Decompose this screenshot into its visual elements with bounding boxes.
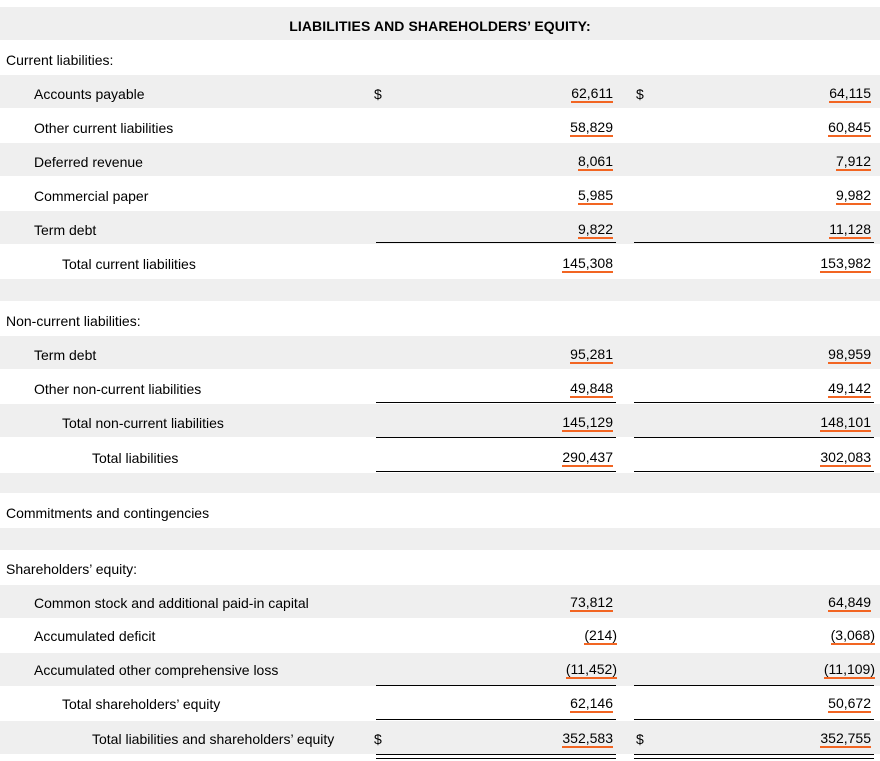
row-label: Total liabilities and shareholders’ equity: [92, 731, 335, 747]
spacer-row: [0, 279, 880, 301]
value-cell-prior-year: 64,849: [828, 594, 871, 610]
section-row: [0, 551, 880, 584]
row-label: Term debt: [34, 222, 97, 238]
value-cell-current-year: 62,611: [571, 85, 613, 101]
value-cell-current-year: 73,812: [570, 594, 613, 610]
value-cell-current-year: 62,146: [570, 695, 613, 711]
value-cell-prior-year: 49,142: [828, 380, 871, 396]
section-row: [0, 41, 880, 74]
table-row: [0, 619, 880, 652]
section-row: [0, 302, 880, 335]
table-row: [0, 211, 880, 244]
grand-total-row: [0, 721, 880, 754]
table-row: [0, 109, 880, 142]
table-row: [0, 177, 880, 210]
table-row: [0, 585, 880, 618]
value-cell-prior-year: 352,755: [820, 730, 871, 746]
value-cell-current-year: 8,061: [577, 153, 613, 169]
subtotal-rule: [376, 719, 616, 720]
table-row: [0, 370, 880, 403]
subtotal-rule: [634, 402, 874, 403]
currency-symbol: $: [374, 86, 382, 102]
value-cell-current-year: (11,452): [565, 661, 617, 677]
row-label: Other non-current liabilities: [34, 381, 202, 397]
grand-total-double-rule: [634, 754, 874, 759]
value-cell-current-year: 352,583: [562, 730, 613, 746]
value-cell-current-year: 145,308: [562, 255, 613, 271]
currency-symbol: $: [374, 731, 382, 747]
subtotal-rule: [376, 437, 616, 438]
value-cell-prior-year: 98,959: [828, 346, 871, 362]
value-cell-prior-year: 9,982: [835, 187, 871, 203]
total-rule: [634, 471, 874, 472]
subtotal-rule: [634, 437, 874, 438]
commitments-label: Commitments and contingencies: [6, 505, 210, 521]
value-cell-prior-year: 50,672: [828, 695, 871, 711]
value-cell-current-year: 290,437: [562, 449, 613, 465]
total-rule: [376, 471, 616, 472]
spacer-row: [0, 473, 880, 493]
value-cell-prior-year: 7,912: [835, 153, 871, 169]
subtotal-rule: [634, 685, 874, 686]
table-row: [0, 336, 880, 369]
section-heading-current: Current liabilities:: [6, 52, 114, 68]
value-cell-prior-year: (3,068): [830, 627, 875, 643]
spacer-row: [0, 528, 880, 550]
section-heading-equity: Shareholders’ equity:: [6, 561, 138, 577]
row-label: Total non-current liabilities: [62, 415, 224, 431]
subtotal-rule: [376, 242, 616, 243]
row-label: Other current liabilities: [34, 120, 174, 136]
row-label: Term debt: [34, 347, 97, 363]
value-cell-current-year: 145,129: [562, 414, 613, 430]
value-cell-prior-year: 60,845: [828, 119, 871, 135]
row-label: Total liabilities: [92, 450, 179, 466]
total-row: [0, 687, 880, 720]
value-cell-prior-year: 153,982: [820, 255, 871, 271]
currency-symbol: $: [636, 86, 644, 102]
value-cell-current-year: 5,985: [577, 187, 613, 203]
table-row: [0, 75, 880, 108]
row-label: Common stock and additional paid-in capital: [34, 595, 309, 611]
value-cell-prior-year: 11,128: [829, 221, 871, 237]
row-label: Accounts payable: [34, 86, 145, 102]
row-label: Total shareholders’ equity: [62, 696, 221, 712]
row-label: Deferred revenue: [34, 154, 143, 170]
value-cell-current-year: 9,822: [577, 221, 613, 237]
subtotal-rule: [376, 402, 616, 403]
value-cell-current-year: (214): [584, 627, 617, 643]
grand-total-double-rule: [376, 754, 616, 759]
value-cell-prior-year: (11,109): [823, 661, 875, 677]
value-cell-current-year: 58,829: [570, 119, 613, 135]
value-cell-prior-year: 64,115: [829, 85, 871, 101]
section-row: [0, 494, 880, 527]
currency-symbol: $: [636, 731, 644, 747]
row-label: Total current liabilities: [62, 256, 196, 272]
statement-title: LIABILITIES AND SHAREHOLDERS’ EQUITY:: [289, 18, 591, 34]
table-row: [0, 653, 880, 686]
row-label: Accumulated deficit: [34, 628, 156, 644]
row-label: Accumulated other comprehensive loss: [34, 662, 279, 678]
total-row: [0, 245, 880, 278]
total-row: [0, 404, 880, 437]
row-label: Commercial paper: [34, 188, 149, 204]
table-row: [0, 143, 880, 176]
value-cell-current-year: 49,848: [570, 380, 613, 396]
value-cell-current-year: 95,281: [570, 346, 613, 362]
value-cell-prior-year: 302,083: [820, 449, 871, 465]
total-row: [0, 439, 880, 472]
subtotal-rule: [634, 242, 874, 243]
value-cell-prior-year: 148,101: [820, 414, 871, 430]
subtotal-rule: [376, 685, 616, 686]
subtotal-rule: [634, 719, 874, 720]
section-heading-noncurrent: Non-current liabilities:: [6, 313, 141, 329]
